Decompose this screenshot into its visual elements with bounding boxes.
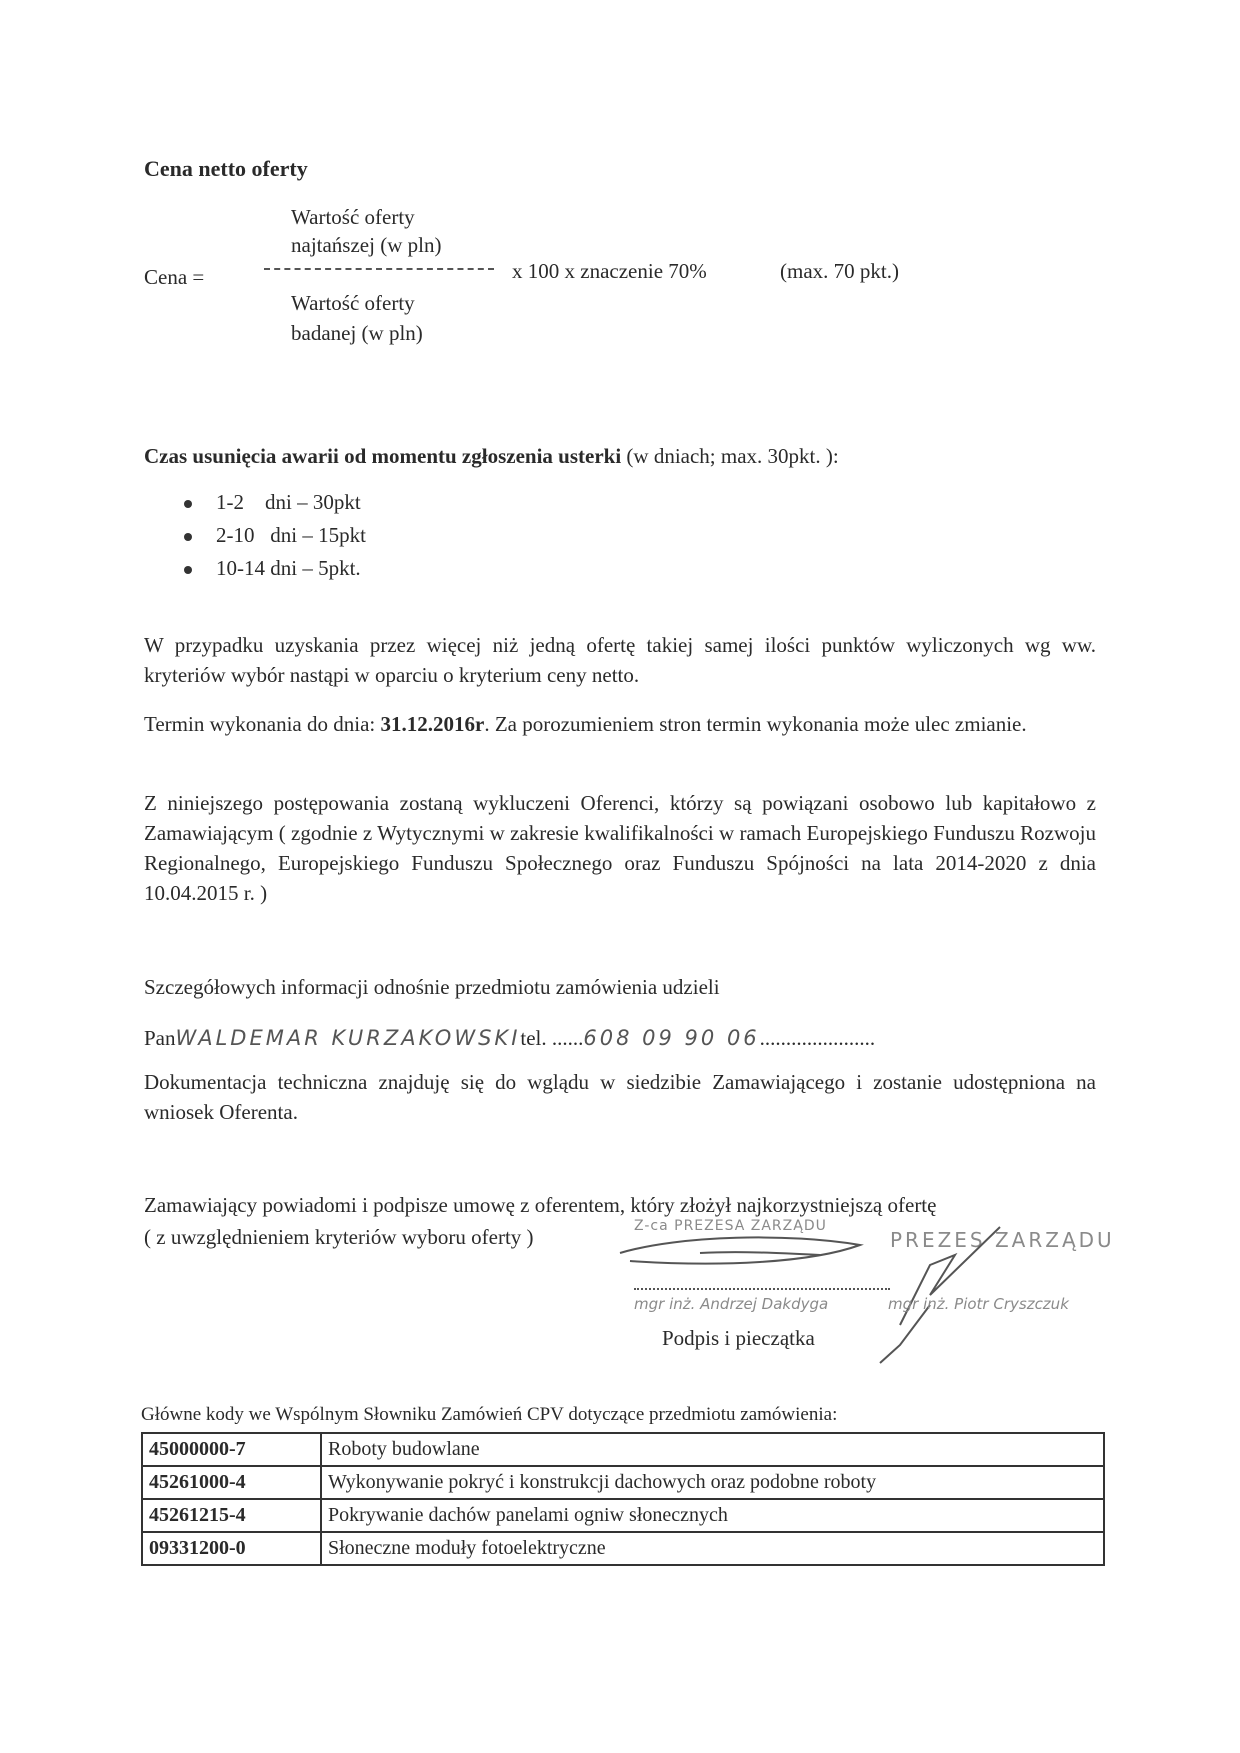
president-stamp: PREZES ZARZĄDU [890, 1228, 1115, 1252]
list-item: 2-10 dni – 15pkt [178, 519, 366, 552]
table-row: 45261215-4 Pokrywanie dachów panelami ogniw słonecznych [142, 1499, 1104, 1532]
cpv-caption: Główne kody we Wspólnym Słowniku Zamówień CPV dotyczące przedmiotu zamówienia: [141, 1404, 838, 1425]
bullet-icon [184, 533, 192, 541]
deadline-paragraph: Termin wykonania do dnia: 31.12.2016r. Za porozumieniem stron termin wykonania może ulec zmianie. [144, 712, 1027, 736]
deputy-president-stamp: Z-ca PREZESA ZARZĄDU [634, 1218, 827, 1234]
bullet-icon [184, 500, 192, 508]
repair-heading-bold: Czas usunięcia awarii od momentu zgłoszenia usterki [144, 444, 622, 468]
list-item: 1-2 dni – 30pkt [178, 486, 366, 519]
tie-breaker-paragraph: W przypadku uzyskania przez więcej niż jedną ofertę takiej samej ilości punktów wyliczonych wg ww. kryteriów wybór nastąpi w oparciu o kryterium ceny netto. [144, 633, 1096, 687]
numerator-line1: Wartość oferty [291, 205, 415, 229]
deputy-president-name: mgr inż. Andrzej Dakdyga [634, 1295, 829, 1313]
repair-criteria-list [178, 486, 366, 585]
repair-heading-rest: (w dniach; max. 30pkt. ): [621, 444, 839, 468]
signing-line-2: ( z uwzględnieniem kryteriów wyboru oferty ) [144, 1225, 534, 1249]
exclusion-paragraph: Z niniejszego postępowania zostaną wykluczeni Oferenci, którzy są powiązani osobowo lub kapitałowo z Zamawiającym ( zgodnie z Wytycznymi w zakresie kwalifikalności w ramach Europejskiego Funduszu Rozwoju Regionalnego, Europejskiego Funduszu Społecznego oraz Funduszu Spójności na lata 2014-2020 z dnia 10.04.2015 r. ) [144, 791, 1096, 905]
info-intro: Szczegółowych informacji odnośnie przedmiotu zamówienia udzieli [144, 975, 720, 999]
formula-fraction-line [264, 268, 494, 270]
list-item: 10-14 dni – 5pkt. [178, 552, 366, 585]
signature-dotted-line [634, 1288, 890, 1290]
table-row: 45000000-7 Roboty budowlane [142, 1433, 1104, 1466]
formula-multiplier: x 100 x znaczenie 70% [512, 259, 707, 283]
contact-line: PanWALDEMAR KURZAKOWSKItel. ......608 09 90 06...................... [144, 1026, 876, 1050]
signing-line-1: Zamawiający powiadomi i podpisze umowę z oferentem, który złożył najkorzystniejszą ofertę [144, 1193, 937, 1217]
denominator-line1: Wartość oferty [291, 291, 415, 315]
price-heading: Cena netto oferty [144, 156, 308, 181]
president-name: mgr inż. Piotr Cryszczuk [888, 1295, 1069, 1313]
price-max-points: (max. 70 pkt.) [780, 259, 899, 283]
cpv-table [141, 1432, 1105, 1566]
contact-name: WALDEMAR KURZAKOWSKI [175, 1026, 521, 1050]
price-formula-label: Cena = [144, 265, 205, 289]
table-row: 45261000-4 Wykonywanie pokryć i konstrukcji dachowych oraz podobne roboty [142, 1466, 1104, 1499]
deadline-date: 31.12.2016r [380, 712, 485, 736]
documentation-paragraph: Dokumentacja techniczna znajduję się do wglądu w siedzibie Zamawiającego i zostanie udostępniona na wniosek Oferenta. [144, 1070, 1096, 1124]
repair-heading [144, 441, 839, 471]
denominator-line2: badanej (w pln) [291, 321, 423, 345]
bullet-icon [184, 566, 192, 574]
signature-label: Podpis i pieczątka [662, 1326, 815, 1350]
contact-phone: 608 09 90 06 [583, 1026, 760, 1050]
table-row: 09331200-0 Słoneczne moduły fotoelektryczne [142, 1532, 1104, 1565]
numerator-line2: najtańszej (w pln) [291, 233, 442, 257]
